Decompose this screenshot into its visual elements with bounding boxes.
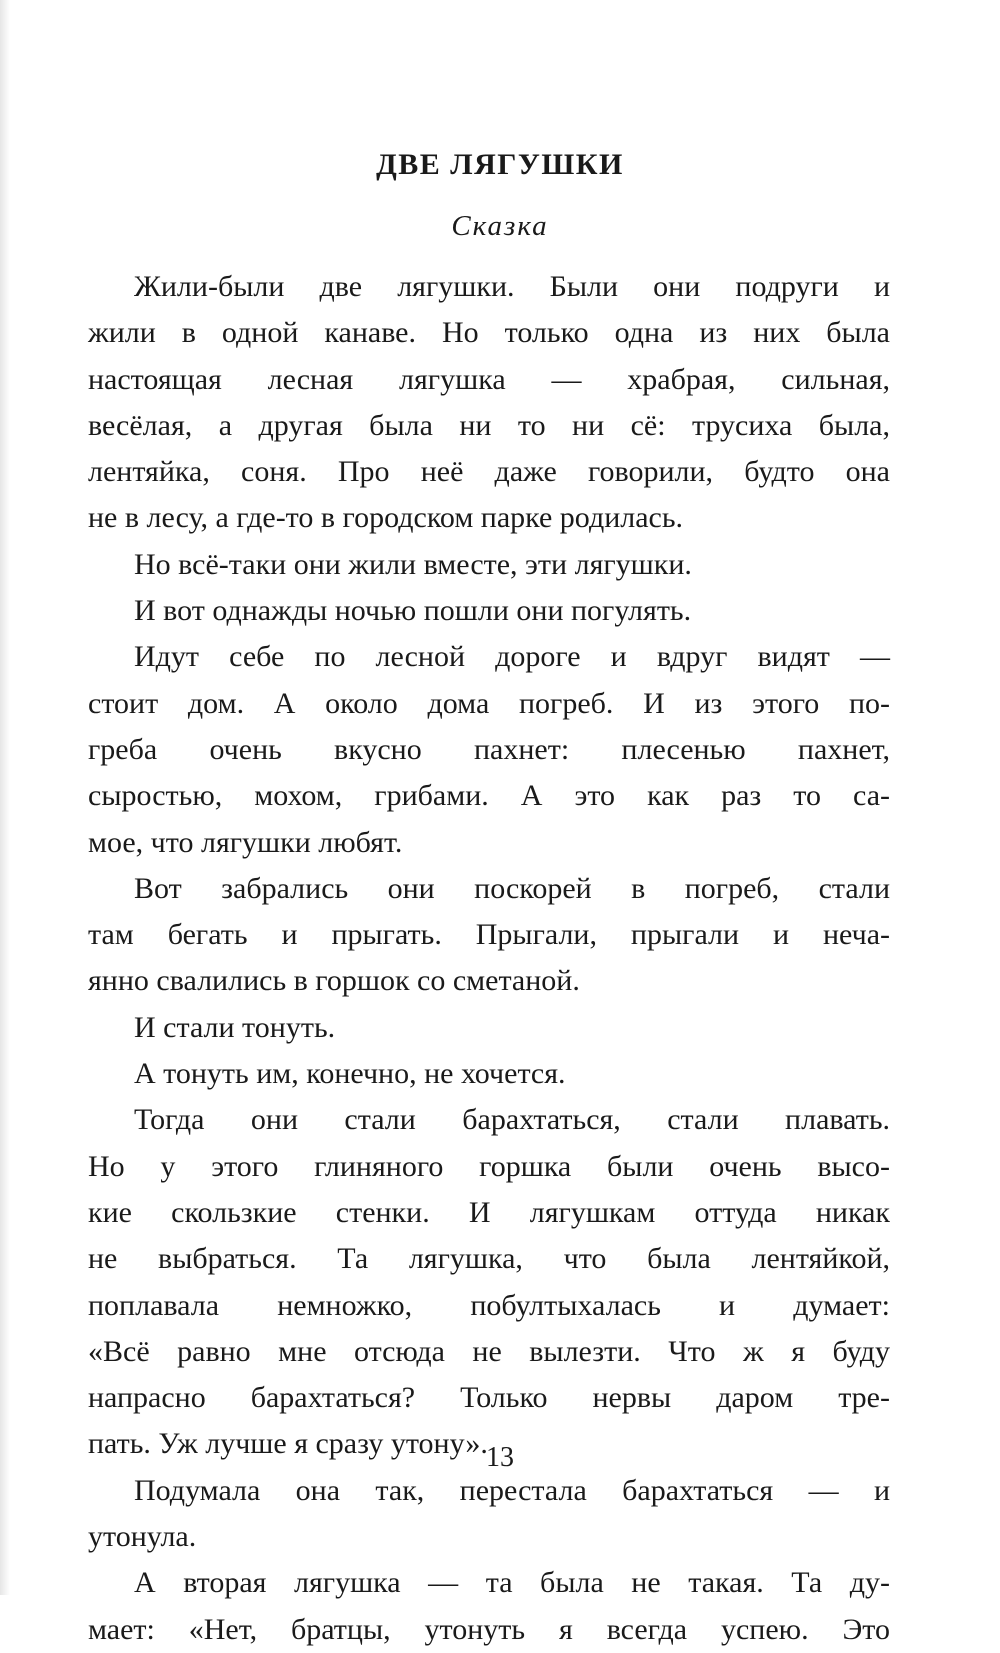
text-line: лентяйка, соня. Про неё даже говорили, будто она — [88, 455, 890, 489]
text-line: греба очень вкусно пахнет: плесенью пахнет, — [88, 732, 890, 766]
text-line: утонула. — [88, 1520, 197, 1554]
text-line: кие скользкие стенки. И лягушкам оттуда никак — [88, 1195, 890, 1229]
text-line: Но у этого глиняного горшка были очень высо- — [88, 1149, 890, 1183]
text-line: Тогда они стали барахтаться, стали плавать. — [134, 1103, 890, 1137]
page-number: 13 — [486, 1442, 514, 1473]
text-line: пать. Уж лучше я сразу утону». — [88, 1427, 488, 1461]
text-line: настоящая лесная лягушка — храбрая, сильная, — [88, 362, 890, 396]
text-line: сыростью, мохом, грибами. А это как раз то са- — [88, 779, 890, 813]
text-line: Подумала она так, перестала барахтаться — и — [134, 1473, 890, 1507]
text-line: Идут себе по лесной дороге и вдруг видят — — [134, 640, 890, 674]
text-line: «Всё равно мне отсюда не вылезти. Что ж я буду — [88, 1334, 890, 1368]
text-line: мое, что лягушки любят. — [88, 825, 403, 859]
text-line: А тонуть им, конечно, не хочется. — [134, 1057, 566, 1091]
text-line: весёлая, а другая была ни то ни сё: трусиха была, — [88, 408, 890, 442]
text-line: Вот забрались они поскорей в погреб, стали — [134, 871, 890, 905]
text-line: не в лесу, а где-то в городском парке родилась. — [88, 501, 684, 535]
story-title: ДВЕ ЛЯГУШКИ — [376, 148, 624, 181]
text-line: Но всё-таки они жили вместе, эти лягушки. — [134, 547, 692, 581]
text-line: И вот однажды ночью пошли они погулять. — [134, 594, 692, 628]
text-line: поплавала немножко, побултыхалась и думает: — [88, 1288, 890, 1322]
text-line: Жили-были две лягушки. Были они подруги и — [134, 270, 890, 303]
text-line: мает: «Нет, братцы, утонуть я всегда успею. Это — [88, 1612, 890, 1646]
text-line: жили в одной канаве. Но только одна из них была — [88, 316, 890, 350]
text-line: напрасно барахтаться? Только нервы даром тре- — [88, 1381, 890, 1415]
text-line: А вторая лягушка — та была не такая. Та ду- — [134, 1566, 890, 1600]
story-subtitle: Сказка — [451, 210, 549, 242]
text-line: не выбраться. Та лягушка, что была лентяйкой, — [88, 1242, 890, 1276]
text-line: стоит дом. А около дома погреб. И из этого по- — [88, 686, 890, 720]
text-line: там бегать и прыгать. Прыгали, прыгали и неча- — [88, 918, 890, 952]
text-line: И стали тонуть. — [134, 1010, 336, 1044]
text-line: янно свалились в горшок со сметаной. — [88, 964, 580, 998]
